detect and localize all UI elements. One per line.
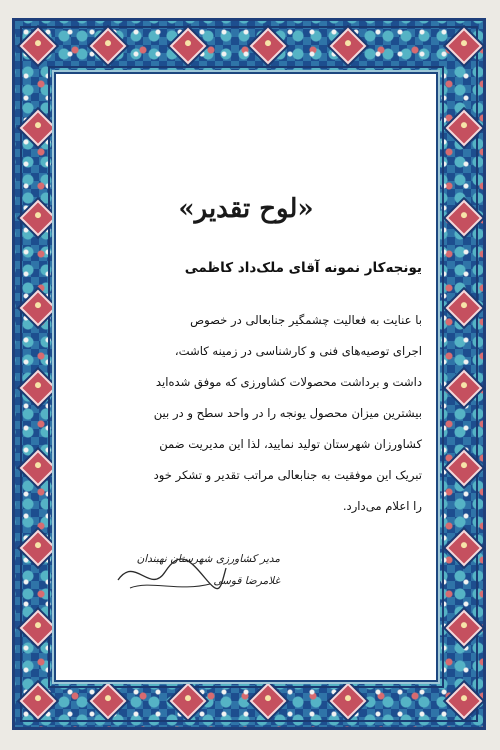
handwritten-signature <box>110 550 230 600</box>
text-line: داشت و برداشت محصولات کشاورزی که موفق شده‌اید <box>155 375 422 389</box>
text-line: کشاورزان شهرستان تولید نمایید، لذا این مدیریت ضمن <box>159 437 422 451</box>
recipient-heading: یونجه‌کار نمونه آقای ملک‌داد کاظمی <box>184 260 422 276</box>
text-line: تبریک این موفقیت به جنابعالی مراتب تقدیر و تشکر خود <box>153 468 422 482</box>
signatory-name: غلامرضا قوسی <box>213 575 280 587</box>
text-line: بیشترین میزان محصول یونجه را در واحد سطح و در بین <box>153 406 422 420</box>
signatory-position: مدیر کشاورزی شهرستان نهبندان <box>136 553 280 565</box>
signature-block <box>100 548 280 592</box>
text-line: اجرای توصیه‌های فنی و کارشناسی در زمینه کاشت، <box>174 344 422 358</box>
text-line: را اعلام می‌دارد. <box>342 499 422 513</box>
certificate-text <box>66 305 422 522</box>
certificate-title: «لوح تقدیر» <box>178 194 314 224</box>
text-line: با عنایت به فعالیت چشمگیر جنابعالی در خصوص <box>190 313 422 327</box>
certificate-body <box>56 74 436 680</box>
